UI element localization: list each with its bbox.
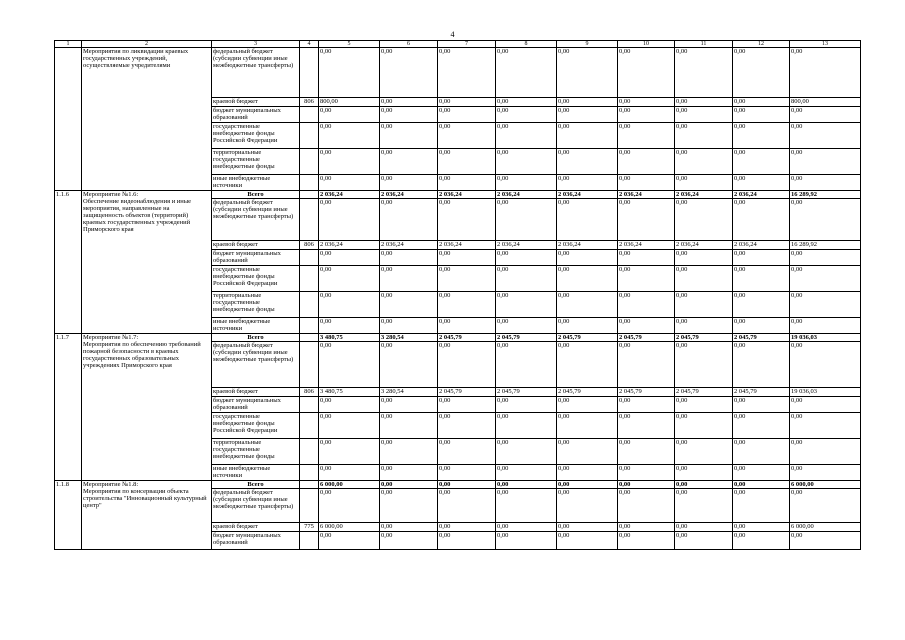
total-value: 16 289,92 — [790, 191, 861, 199]
year-value: 2 036,24 — [438, 241, 496, 250]
year-value: 0,00 — [618, 98, 675, 107]
budget-code — [300, 439, 319, 465]
year-value: 0,00 — [733, 523, 790, 532]
year-value: 0,00 — [319, 199, 380, 241]
year-value: 0,00 — [618, 439, 675, 465]
year-value: 0,00 — [618, 481, 675, 489]
year-value: 0,00 — [618, 107, 675, 123]
year-value: 0,00 — [496, 107, 557, 123]
year-value: 0,00 — [438, 318, 496, 334]
year-value: 0,00 — [319, 342, 380, 388]
year-value: 0,00 — [557, 149, 618, 175]
funding-source: территориальные государственные внебюджетные фонды — [212, 439, 300, 465]
year-value: 0,00 — [733, 465, 790, 481]
year-value: 0,00 — [319, 489, 380, 523]
budget-code: 806 — [300, 388, 319, 397]
year-value: 0,00 — [438, 439, 496, 465]
year-value: 0,00 — [733, 489, 790, 523]
column-number-cell: 2 — [82, 41, 212, 48]
year-value: 0,00 — [496, 266, 557, 292]
year-value: 0,00 — [319, 439, 380, 465]
year-value: 0,00 — [675, 98, 733, 107]
year-value: 0,00 — [557, 318, 618, 334]
year-value: 0,00 — [675, 523, 733, 532]
year-value: 0,00 — [438, 481, 496, 489]
year-value: 0,00 — [380, 123, 438, 149]
year-value: 0,00 — [618, 532, 675, 550]
total-value: 19 036,03 — [790, 388, 861, 397]
column-number-cell: 1 — [55, 41, 82, 48]
year-value: 0,00 — [496, 397, 557, 413]
measure-number: 1.1.8 — [55, 481, 82, 550]
year-value: 0,00 — [733, 439, 790, 465]
year-value: 0,00 — [733, 199, 790, 241]
total-row — [55, 191, 861, 199]
year-value: 0,00 — [733, 149, 790, 175]
year-value: 0,00 — [319, 149, 380, 175]
year-value: 0,00 — [438, 250, 496, 266]
funding-source: иные внебюджетные источники — [212, 175, 300, 191]
funding-source: бюджет муниципальных образований — [212, 107, 300, 123]
year-value: 0,00 — [675, 250, 733, 266]
year-value: 0,00 — [319, 107, 380, 123]
year-value: 0,00 — [438, 397, 496, 413]
year-value: 2 045,79 — [675, 334, 733, 342]
year-value: 0,00 — [618, 48, 675, 98]
year-value: 0,00 — [496, 439, 557, 465]
total-value: 0,00 — [790, 48, 861, 98]
year-value: 0,00 — [496, 98, 557, 107]
year-value: 0,00 — [380, 397, 438, 413]
year-value: 0,00 — [380, 318, 438, 334]
year-value: 0,00 — [319, 250, 380, 266]
year-value: 2 045,79 — [675, 388, 733, 397]
budget-code — [300, 318, 319, 334]
budget-code — [300, 266, 319, 292]
year-value: 0,00 — [733, 266, 790, 292]
year-value: 0,00 — [557, 489, 618, 523]
budget-code — [300, 413, 319, 439]
measure-description: Мероприятия по консервации объекта строительства "Инновационный культурный центр" — [83, 488, 207, 509]
year-value: 2 036,24 — [496, 191, 557, 199]
year-value: 2 045,79 — [618, 334, 675, 342]
year-value: 0,00 — [380, 489, 438, 523]
year-value: 0,00 — [496, 523, 557, 532]
budget-code — [300, 481, 319, 489]
total-value: 0,00 — [790, 318, 861, 334]
year-value: 2 045,79 — [438, 388, 496, 397]
funding-source: государственные внебюджетные фонды Российской Федерации — [212, 123, 300, 149]
year-value: 3 480,75 — [319, 334, 380, 342]
year-value: 0,00 — [618, 266, 675, 292]
total-value: 0,00 — [790, 199, 861, 241]
year-value: 0,00 — [557, 250, 618, 266]
year-value: 0,00 — [733, 413, 790, 439]
measure-description: Обеспечение видеонаблюдения и иные мероприятия, направленные на защищенность объектов (территорий) краевых государственных учреждений Приморского края — [83, 198, 192, 233]
measure-description-cell — [82, 191, 212, 334]
year-value: 6 000,00 — [319, 523, 380, 532]
year-value: 0,00 — [319, 123, 380, 149]
budget-code: 775 — [300, 523, 319, 532]
column-number-cell: 12 — [733, 41, 790, 48]
year-value: 0,00 — [675, 465, 733, 481]
year-value: 0,00 — [380, 199, 438, 241]
year-value: 0,00 — [557, 199, 618, 241]
year-value: 2 045,79 — [733, 334, 790, 342]
budget-code — [300, 465, 319, 481]
year-value: 0,00 — [618, 149, 675, 175]
year-value: 0,00 — [496, 123, 557, 149]
column-number-cell: 3 — [212, 41, 300, 48]
year-value: 3 280,54 — [380, 334, 438, 342]
column-number-cell: 13 — [790, 41, 861, 48]
total-value: 0,00 — [790, 149, 861, 175]
year-value: 0,00 — [733, 250, 790, 266]
funding-source: бюджет муниципальных образований — [212, 397, 300, 413]
funding-source: территориальные государственные внебюджетные фонды — [212, 292, 300, 318]
year-value: 0,00 — [380, 250, 438, 266]
year-value: 2 045,79 — [438, 334, 496, 342]
year-value: 2 036,24 — [618, 191, 675, 199]
year-value: 0,00 — [557, 523, 618, 532]
total-value: 0,00 — [790, 397, 861, 413]
year-value: 0,00 — [319, 266, 380, 292]
year-value: 2 036,24 — [380, 241, 438, 250]
budget-code — [300, 489, 319, 523]
total-value: 16 289,92 — [790, 241, 861, 250]
funding-source: федеральный бюджет (субсидии субвенции иные межбюджетные трансферты) — [212, 489, 300, 523]
funding-source: государственные внебюджетные фонды Российской Федерации — [212, 266, 300, 292]
budget-code — [300, 48, 319, 98]
year-value: 0,00 — [618, 175, 675, 191]
year-value: 0,00 — [319, 48, 380, 98]
total-value: 0,00 — [790, 266, 861, 292]
year-value: 2 045,79 — [496, 388, 557, 397]
total-row — [55, 334, 861, 342]
year-value: 0,00 — [438, 532, 496, 550]
year-value: 6 000,00 — [319, 481, 380, 489]
year-value: 0,00 — [319, 318, 380, 334]
year-value: 2 036,24 — [733, 191, 790, 199]
funding-source: Всего — [212, 481, 300, 489]
year-value: 2 045,79 — [557, 334, 618, 342]
year-value: 0,00 — [618, 250, 675, 266]
year-value: 3 280,54 — [380, 388, 438, 397]
measure-number: 1.1.7 — [55, 334, 82, 481]
funding-source: территориальные государственные внебюджетные фонды — [212, 149, 300, 175]
year-value: 0,00 — [733, 532, 790, 550]
funding-source: краевой бюджет — [212, 98, 300, 107]
year-value: 0,00 — [618, 465, 675, 481]
funding-source: бюджет муниципальных образований — [212, 250, 300, 266]
year-value: 0,00 — [496, 465, 557, 481]
funding-source: иные внебюджетные источники — [212, 465, 300, 481]
column-number-cell: 11 — [675, 41, 733, 48]
measure-title: Мероприятие №1.6: — [83, 191, 139, 198]
total-value: 0,00 — [790, 175, 861, 191]
year-value: 3 480,75 — [319, 388, 380, 397]
budget-code — [300, 175, 319, 191]
year-value: 0,00 — [496, 48, 557, 98]
measure-number: 1.1.6 — [55, 191, 82, 334]
year-value: 0,00 — [557, 123, 618, 149]
year-value: 0,00 — [496, 318, 557, 334]
budget-code — [300, 292, 319, 318]
year-value: 2 045,79 — [557, 388, 618, 397]
year-value: 0,00 — [733, 175, 790, 191]
year-value: 0,00 — [675, 123, 733, 149]
year-value: 0,00 — [380, 175, 438, 191]
year-value: 0,00 — [496, 489, 557, 523]
budget-code — [300, 199, 319, 241]
year-value: 0,00 — [618, 342, 675, 388]
year-value: 0,00 — [618, 199, 675, 241]
year-value: 0,00 — [380, 532, 438, 550]
budget-code — [300, 397, 319, 413]
funding-source: краевой бюджет — [212, 523, 300, 532]
year-value: 0,00 — [557, 481, 618, 489]
year-value: 0,00 — [618, 523, 675, 532]
year-value: 0,00 — [618, 489, 675, 523]
year-value: 0,00 — [618, 413, 675, 439]
year-value: 0,00 — [618, 318, 675, 334]
year-value: 2 036,24 — [618, 241, 675, 250]
year-value: 0,00 — [319, 413, 380, 439]
year-value: 0,00 — [733, 98, 790, 107]
year-value: 2 045,79 — [496, 334, 557, 342]
total-value: 0,00 — [790, 413, 861, 439]
year-value: 0,00 — [438, 175, 496, 191]
year-value: 0,00 — [319, 292, 380, 318]
total-value: 0,00 — [790, 439, 861, 465]
year-value: 0,00 — [733, 48, 790, 98]
year-value: 0,00 — [557, 48, 618, 98]
column-number-cell: 4 — [300, 41, 319, 48]
year-value: 0,00 — [438, 413, 496, 439]
year-value: 0,00 — [319, 465, 380, 481]
year-value: 2 036,24 — [380, 191, 438, 199]
year-value: 0,00 — [557, 107, 618, 123]
year-value: 0,00 — [438, 98, 496, 107]
year-value: 0,00 — [380, 342, 438, 388]
year-value: 0,00 — [380, 98, 438, 107]
column-number-cell: 6 — [380, 41, 438, 48]
year-value: 0,00 — [496, 199, 557, 241]
column-number-cell: 7 — [438, 41, 496, 48]
budget-code: 806 — [300, 241, 319, 250]
year-value: 0,00 — [733, 107, 790, 123]
total-value: 0,00 — [790, 107, 861, 123]
year-value: 0,00 — [380, 149, 438, 175]
budget-table — [54, 40, 861, 550]
column-number-row — [55, 41, 861, 48]
funding-source: федеральный бюджет (субсидии субвенции иные межбюджетные трансферты) — [212, 342, 300, 388]
year-value: 0,00 — [675, 413, 733, 439]
year-value: 0,00 — [380, 266, 438, 292]
budget-code — [300, 191, 319, 199]
year-value: 2 036,24 — [557, 191, 618, 199]
year-value: 0,00 — [675, 292, 733, 318]
total-value: 0,00 — [790, 123, 861, 149]
year-value: 0,00 — [675, 107, 733, 123]
year-value: 0,00 — [618, 292, 675, 318]
measure-description: Мероприятия по ликвидации краевых государственных учреждений, осуществляемые учредителями — [83, 48, 189, 69]
year-value: 0,00 — [380, 413, 438, 439]
year-value: 0,00 — [557, 342, 618, 388]
year-value: 0,00 — [319, 175, 380, 191]
year-value: 0,00 — [380, 465, 438, 481]
year-value: 2 036,24 — [438, 191, 496, 199]
year-value: 0,00 — [618, 397, 675, 413]
year-value: 2 045,79 — [618, 388, 675, 397]
year-value: 2 036,24 — [675, 241, 733, 250]
funding-source: Всего — [212, 334, 300, 342]
year-value: 2 036,24 — [319, 191, 380, 199]
year-value: 0,00 — [733, 123, 790, 149]
year-value: 0,00 — [733, 342, 790, 388]
budget-code — [300, 149, 319, 175]
year-value: 0,00 — [733, 292, 790, 318]
year-value: 0,00 — [438, 465, 496, 481]
total-value: 6 000,00 — [790, 481, 861, 489]
year-value: 0,00 — [496, 175, 557, 191]
year-value: 0,00 — [733, 397, 790, 413]
year-value: 2 036,24 — [675, 191, 733, 199]
year-value: 0,00 — [675, 266, 733, 292]
year-value: 0,00 — [675, 318, 733, 334]
year-value: 0,00 — [380, 523, 438, 532]
year-value: 0,00 — [675, 199, 733, 241]
year-value: 0,00 — [319, 532, 380, 550]
year-value: 0,00 — [675, 397, 733, 413]
year-value: 0,00 — [438, 107, 496, 123]
year-value: 0,00 — [675, 342, 733, 388]
year-value: 0,00 — [675, 481, 733, 489]
total-value: 800,00 — [790, 98, 861, 107]
year-value: 0,00 — [496, 250, 557, 266]
year-value: 0,00 — [496, 413, 557, 439]
year-value: 0,00 — [380, 481, 438, 489]
funding-source: Всего — [212, 191, 300, 199]
column-number-cell: 5 — [319, 41, 380, 48]
year-value: 0,00 — [438, 523, 496, 532]
measure-title: Мероприятие №1.7: — [83, 334, 139, 341]
total-value: 0,00 — [790, 465, 861, 481]
total-value: 6 000,00 — [790, 523, 861, 532]
budget-code — [300, 250, 319, 266]
measure-title: Мероприятие №1.8: — [83, 481, 139, 488]
year-value: 0,00 — [380, 48, 438, 98]
year-value: 0,00 — [557, 98, 618, 107]
column-number-cell: 9 — [557, 41, 618, 48]
year-value: 0,00 — [675, 532, 733, 550]
year-value: 2 036,24 — [319, 241, 380, 250]
funding-source: иные внебюджетные источники — [212, 318, 300, 334]
year-value: 0,00 — [438, 199, 496, 241]
total-value: 0,00 — [790, 532, 861, 550]
year-value: 0,00 — [380, 439, 438, 465]
year-value: 0,00 — [496, 481, 557, 489]
column-number-cell: 8 — [496, 41, 557, 48]
measure-description-cell — [82, 334, 212, 481]
budget-code — [300, 342, 319, 388]
year-value: 0,00 — [380, 107, 438, 123]
funding-source: бюджет муниципальных образований — [212, 532, 300, 550]
year-value: 0,00 — [675, 48, 733, 98]
year-value: 800,00 — [319, 98, 380, 107]
year-value: 0,00 — [438, 489, 496, 523]
budget-code — [300, 334, 319, 342]
year-value: 2 036,24 — [557, 241, 618, 250]
year-value: 0,00 — [438, 123, 496, 149]
year-value: 0,00 — [438, 266, 496, 292]
funding-source: краевой бюджет — [212, 241, 300, 250]
total-value: 19 036,03 — [790, 334, 861, 342]
year-value: 0,00 — [438, 48, 496, 98]
funding-source: государственные внебюджетные фонды Российской Федерации — [212, 413, 300, 439]
budget-code: 806 — [300, 98, 319, 107]
year-value: 2 036,24 — [733, 241, 790, 250]
year-value: 0,00 — [618, 123, 675, 149]
year-value: 0,00 — [496, 149, 557, 175]
year-value: 0,00 — [557, 439, 618, 465]
total-row — [55, 481, 861, 489]
year-value: 0,00 — [438, 149, 496, 175]
funding-source: федеральный бюджет (субсидии субвенции иные межбюджетные трансферты) — [212, 48, 300, 98]
year-value: 0,00 — [557, 532, 618, 550]
budget-code — [300, 123, 319, 149]
budget-code — [300, 532, 319, 550]
year-value: 0,00 — [438, 292, 496, 318]
year-value: 0,00 — [557, 292, 618, 318]
funding-source: краевой бюджет — [212, 388, 300, 397]
year-value: 0,00 — [733, 481, 790, 489]
total-value: 0,00 — [790, 489, 861, 523]
measure-description-cell — [82, 481, 212, 550]
year-value: 0,00 — [557, 175, 618, 191]
year-value: 0,00 — [675, 175, 733, 191]
measure-description-cell — [82, 48, 212, 191]
year-value: 0,00 — [496, 342, 557, 388]
budget-code — [300, 107, 319, 123]
table-row — [55, 48, 861, 98]
year-value: 0,00 — [733, 318, 790, 334]
year-value: 0,00 — [496, 532, 557, 550]
year-value: 0,00 — [438, 342, 496, 388]
total-value: 0,00 — [790, 292, 861, 318]
year-value: 0,00 — [319, 397, 380, 413]
year-value: 0,00 — [557, 465, 618, 481]
funding-source: федеральный бюджет (субсидии субвенции иные межбюджетные трансферты) — [212, 199, 300, 241]
page-number: 4 — [450, 30, 455, 39]
total-value: 0,00 — [790, 250, 861, 266]
year-value: 0,00 — [496, 292, 557, 318]
year-value: 0,00 — [557, 413, 618, 439]
year-value: 0,00 — [675, 149, 733, 175]
year-value: 0,00 — [675, 439, 733, 465]
year-value: 0,00 — [557, 266, 618, 292]
year-value: 0,00 — [675, 489, 733, 523]
year-value: 0,00 — [557, 397, 618, 413]
year-value: 0,00 — [380, 292, 438, 318]
column-number-cell: 10 — [618, 41, 675, 48]
year-value: 2 036,24 — [496, 241, 557, 250]
measure-description: Мероприятия по обеспечению требований пожарной безопасности в краевых государственных образовательных учреждениях Приморского края — [83, 341, 201, 369]
total-value: 0,00 — [790, 342, 861, 388]
year-value: 2 045,79 — [733, 388, 790, 397]
measure-number — [55, 48, 82, 191]
